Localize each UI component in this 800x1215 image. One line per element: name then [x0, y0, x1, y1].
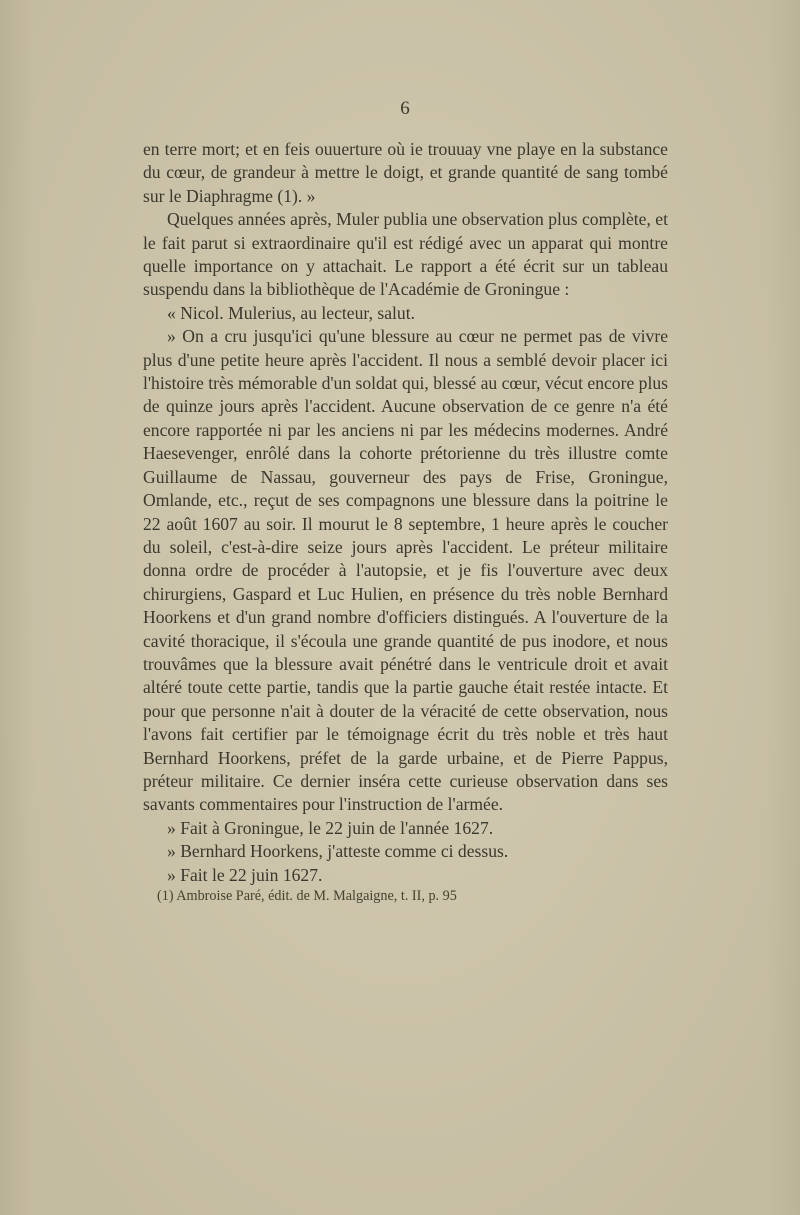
paragraph: Quelques années après, Muler publia une observation plus complète, et le fait parut si extraordinaire qu'il est rédigé avec un apparat qui montre quelle importance on y attachait. Le rapport a été écrit sur un tableau suspendu dans la bibliothèque de l'Académie de Groningue : [143, 209, 668, 300]
signature-line-attestation: » Bernhard Hoorkens, j'atteste comme ci dessus. [167, 841, 509, 862]
signature-line-place-date: » Fait à Groningue, le 22 juin de l'année 1627. [167, 817, 494, 838]
signature-lines [143, 817, 668, 887]
paragraph-quote-body: » On a cru jusqu'ici qu'une blessure au cœur ne permet pas de vivre plus d'une petite heure après l'accident. Il nous a semblé devoir placer ici l'histoire très mémorable d'un soldat qui, blessé au cœur, vécut encore plus de quinze jours après l'accident. Aucune observation de ce genre n'a été encore rapportée ni par les anciens ni par les médecins modernes. André Haesevenger, enrôlé dans la cohorte prétorienne du très illustre comte Guillaume de Nassau, gouverneur des pays de Frise, Groningue, Omlande, etc., reçut de ses compagnons une blessure dans la poitrine le 22 août 1607 au soir. Il mourut le 8 septembre, 1 heure après le coucher du soleil, c'est-à-dire seize jours après l'accident. Le préteur militaire donna ordre de procéder à l'autopsie, et je fis l'ouverture avec deux chirurgiens, Gaspard et Luc Hulien, en présence du très noble Bernhard Hoorkens et d'un grand nombre d'officiers distingués. A l'ouverture de la cavité thoracique, il s'écoula une grande quantité de pus inodore, et nous trouvâmes que la blessure avait pénétré dans le ventricule droit et avait altéré toute cette partie, tandis que la partie gauche était restée intacte. Et pour que personne n'ait à douter de la véracité de cette observation, nous l'avons fait certifier par le témoignage écrit du très noble et très haut Bernhard Hoorkens, préfet de la garde urbaine, et de Pierre Pappus, préteur militaire. Ce dernier inséra cette curieuse observation dans ses savants commentaires pour l'instruction de l'armée. [143, 326, 668, 815]
text-block [143, 138, 668, 905]
signature-line-date: » Fait le 22 juin 1627. [167, 864, 323, 885]
page-number: 6 [400, 98, 411, 119]
paragraph-quote-opening: « Nicol. Mulerius, au lecteur, salut. [167, 302, 415, 323]
paragraph-continuation: en terre mort; et en feis ouuerture où ie trouuay vne playe en la substance du cœur, de grandeur à mettre le doigt, et grande quantité de sang tombé sur le Diaphragme (1). » [143, 139, 668, 206]
footnote: (1) Ambroise Paré, édit. de M. Malgaigne, t. II, p. 95 [157, 888, 457, 904]
